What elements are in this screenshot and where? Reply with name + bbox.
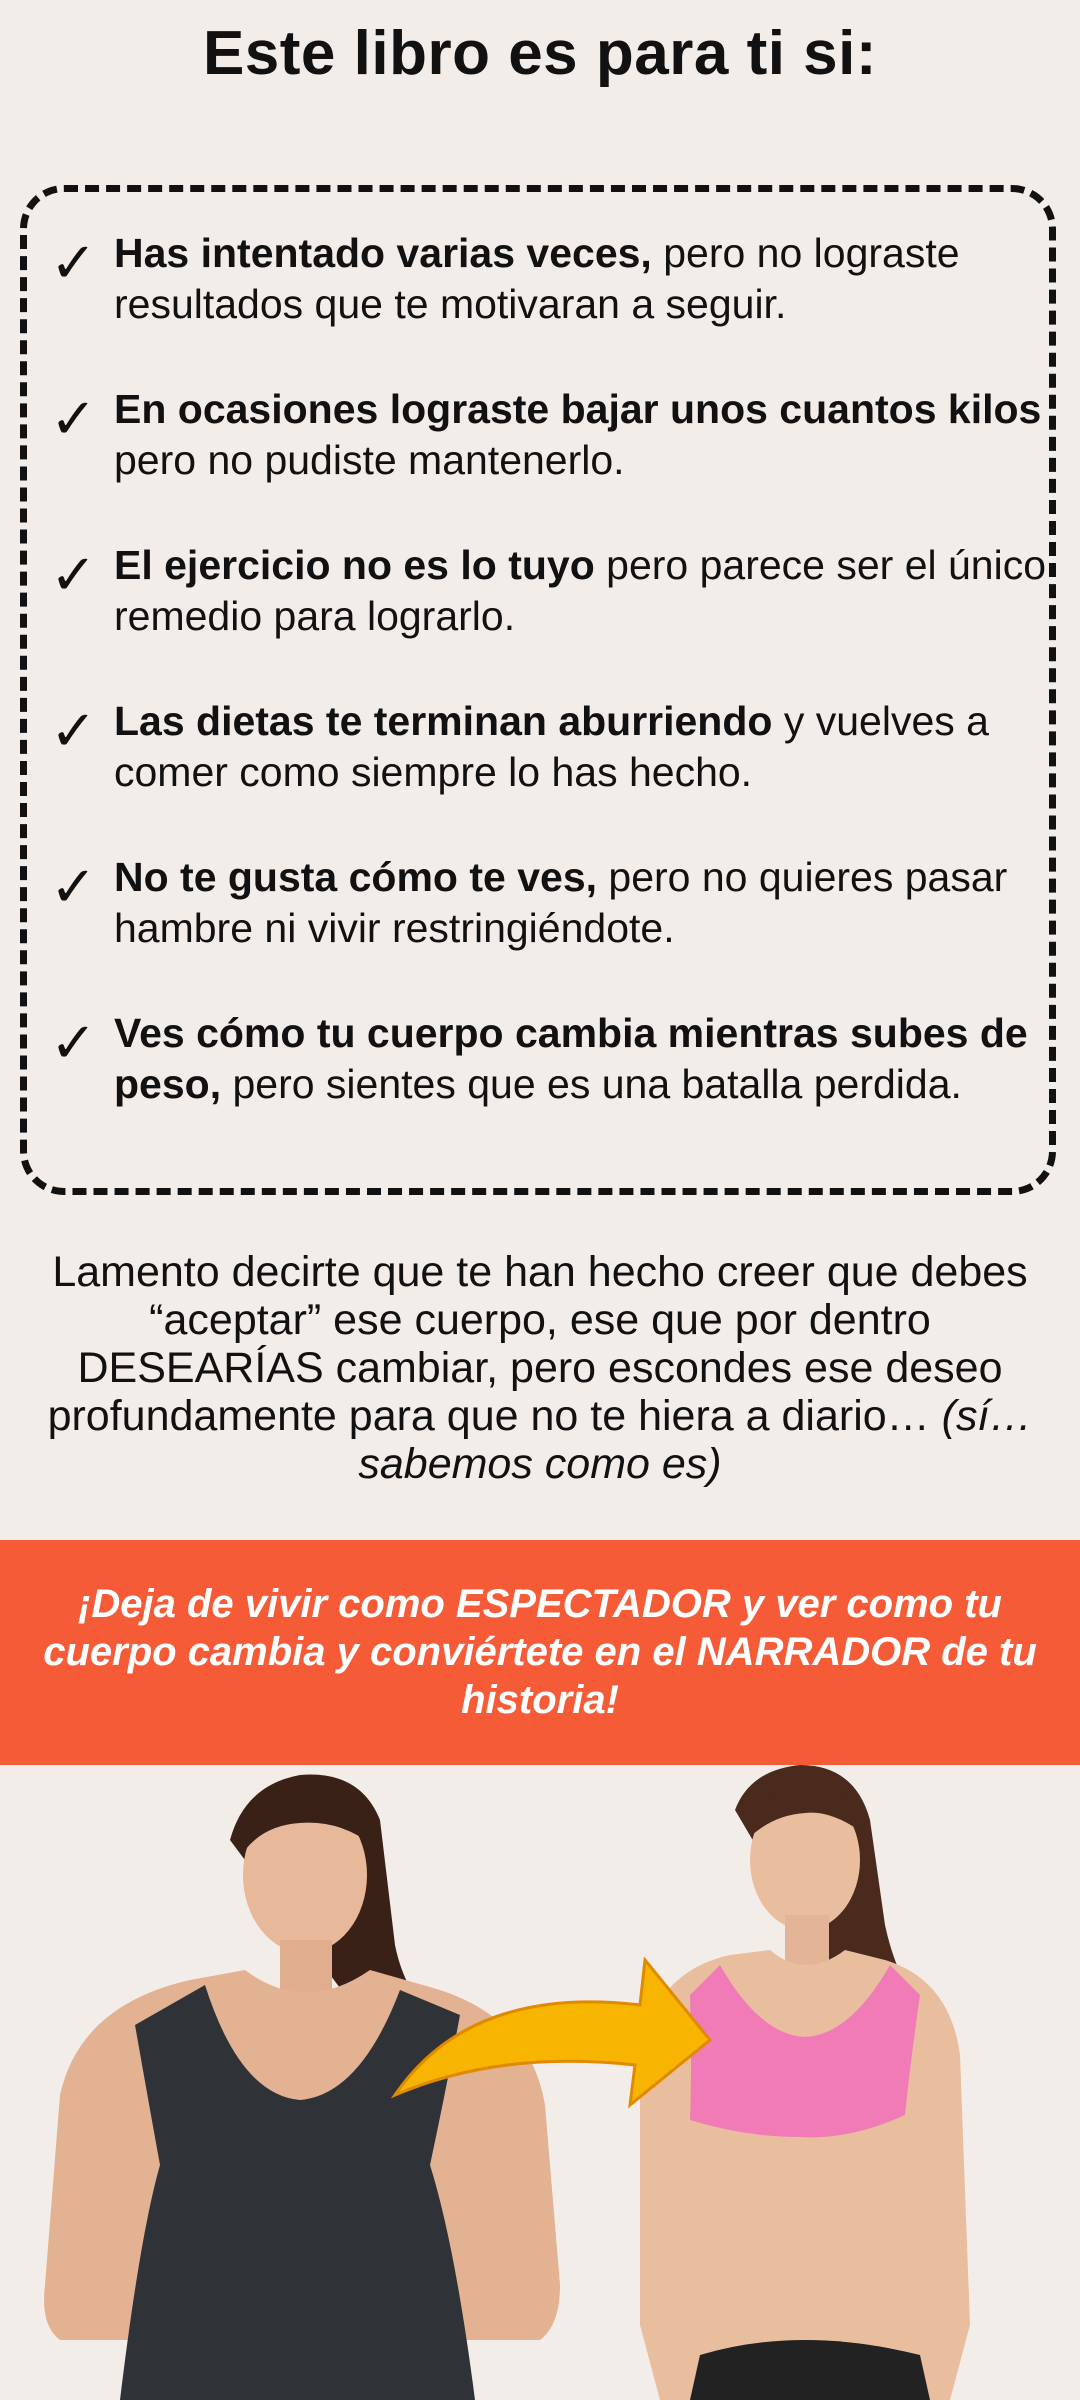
item-bold: En ocasiones lograste bajar unos cuantos kilos	[114, 386, 1042, 432]
item-rest: y vuelves a comer como siempre lo has hecho.	[114, 698, 989, 795]
cta-banner-text: ¡Deja de vivir como ESPECTADOR y ver como tu cuerpo cambia y conviértete en el NARRADOR de tu historia!	[43, 1582, 1037, 1722]
check-icon: ✓	[50, 855, 97, 920]
item-rest: pero no pudiste mantenerlo.	[114, 437, 625, 483]
before-figure	[44, 1775, 560, 2400]
lament-text: Lamento decirte que te han hecho creer que debes “aceptar” ese cuerpo, ese que por dentro DESEARÍAS cambiar, pero escondes ese deseo profundamente para que no te hiera a diario…	[47, 1248, 1028, 1440]
item-bold: Las dietas te terminan aburriendo	[114, 698, 773, 744]
after-figure	[640, 1765, 970, 2400]
check-icon: ✓	[50, 543, 97, 608]
item-bold: Ves cómo tu cuerpo cambia mientras subes de peso,	[114, 1010, 1028, 1107]
item-bold: Has intentado varias veces,	[114, 230, 652, 276]
item-rest: pero sientes que es una batalla perdida.	[221, 1061, 962, 1107]
item-rest: pero no lograste resultados que te motivaran a seguir.	[114, 230, 960, 327]
item-bold: No te gusta cómo te ves,	[114, 854, 598, 900]
check-icon: ✓	[50, 699, 97, 764]
page-title: Este libro es para ti si:	[202, 19, 878, 88]
check-icon: ✓	[50, 231, 97, 296]
item-bold: El ejercicio no es lo tuyo	[114, 542, 595, 588]
check-icon: ✓	[50, 387, 97, 452]
before-after-photo	[0, 1765, 1080, 2400]
lament-italic: (sí…sabemos como es)	[358, 1392, 1033, 1488]
check-icon: ✓	[50, 1011, 97, 1076]
item-rest: pero no quieres pasar hambre ni vivir restringiéndote.	[114, 854, 1008, 951]
lament-paragraph	[40, 1248, 1040, 1488]
cta-banner	[0, 1540, 1080, 1765]
item-rest: pero parece ser el único remedio para lograrlo.	[114, 542, 1047, 639]
